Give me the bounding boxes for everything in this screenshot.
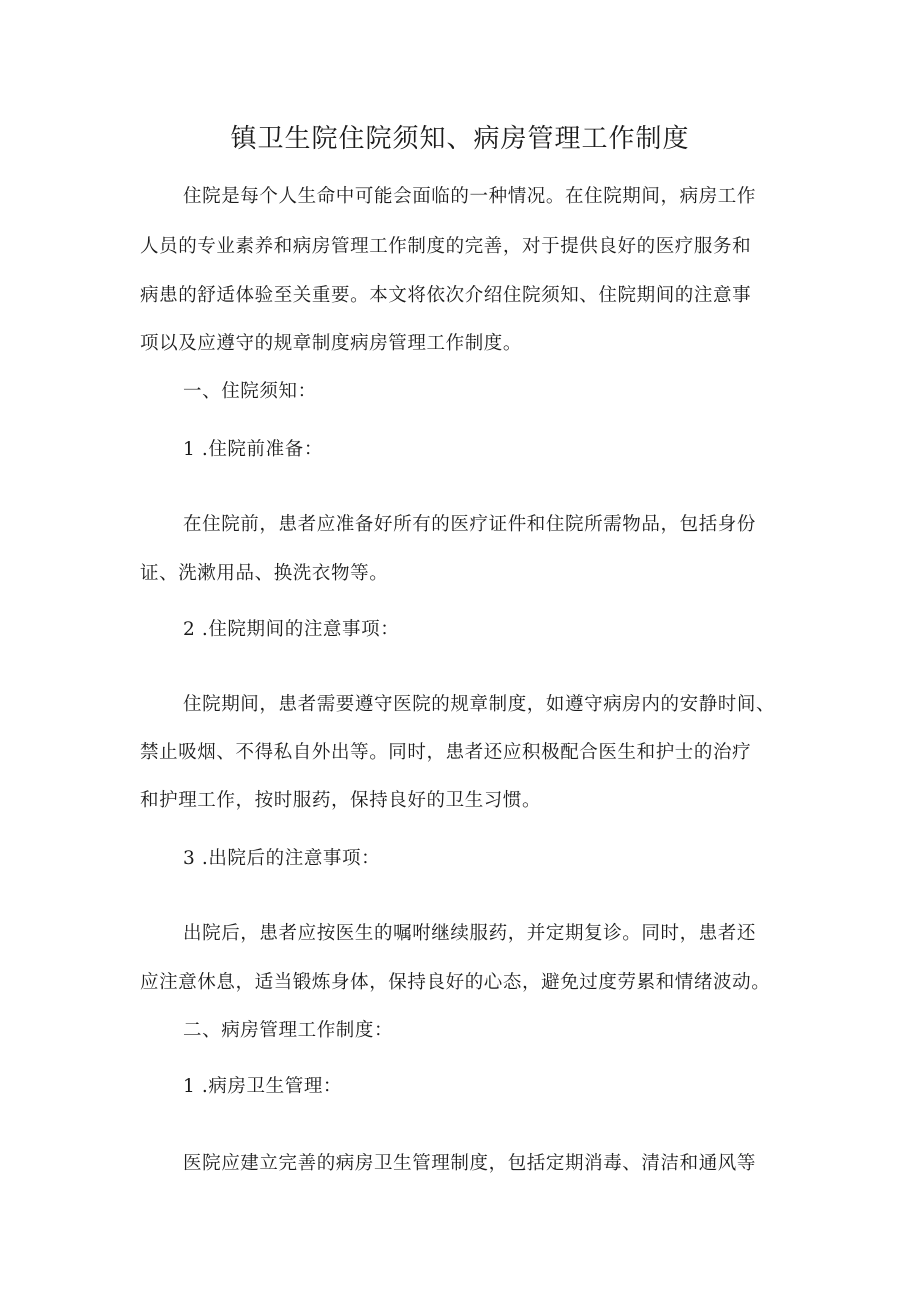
item3-line-1: 出院后，患者应按医生的嘱咐继续服药，并定期复诊。同时，患者还 (183, 923, 757, 944)
intro-line-4: 项以及应遵守的规章制度病房管理工作制度。 (140, 333, 523, 354)
item2-line-2: 禁止吸烟、不得私自外出等。同时，患者还应积极配合医生和护士的治疗 (140, 742, 752, 763)
item1-line-1: 在住院前，患者应准备好所有的医疗证件和住院所需物品，包括身份 (183, 514, 757, 535)
item1-heading: 1 .住院前准备： (183, 439, 323, 460)
document-title: 镇卫生院住院须知、病房管理工作制度 (230, 124, 690, 154)
intro-line-3: 病患的舒适体验至关重要。本文将依次介绍住院须知、住院期间的注意事 (140, 285, 752, 306)
section2-heading: 二、病房管理工作制度： (183, 1020, 394, 1041)
item2-line-3: 和护理工作，按时服药，保持良好的卫生习惯。 (140, 790, 542, 811)
item3-line-2: 应注意休息，适当锻炼身体，保持良好的心态，避免过度劳累和情绪波动。 (140, 972, 771, 993)
item2-line-1: 住院期间，患者需要遵守医院的规章制度，如遵守病房内的安静时间、 (183, 694, 776, 715)
intro-line-2: 人员的专业素养和病房管理工作制度的完善，对于提供良好的医疗服务和 (140, 236, 752, 257)
item2-heading: 2 .住院期间的注意事项： (183, 619, 400, 640)
intro-line-1: 住院是每个人生命中可能会面临的一种情况。在住院期间，病房工作 (183, 186, 757, 207)
item4-line-1: 医院应建立完善的病房卫生管理制度，包括定期消毒、清洁和通风等 (183, 1153, 757, 1174)
item1-line-2: 证、洗漱用品、换洗衣物等。 (140, 563, 389, 584)
item4-heading: 1 .病房卫生管理： (183, 1076, 343, 1097)
item3-heading: 3 .出院后的注意事项： (183, 848, 381, 869)
section1-heading: 一、住院须知： (183, 381, 317, 402)
